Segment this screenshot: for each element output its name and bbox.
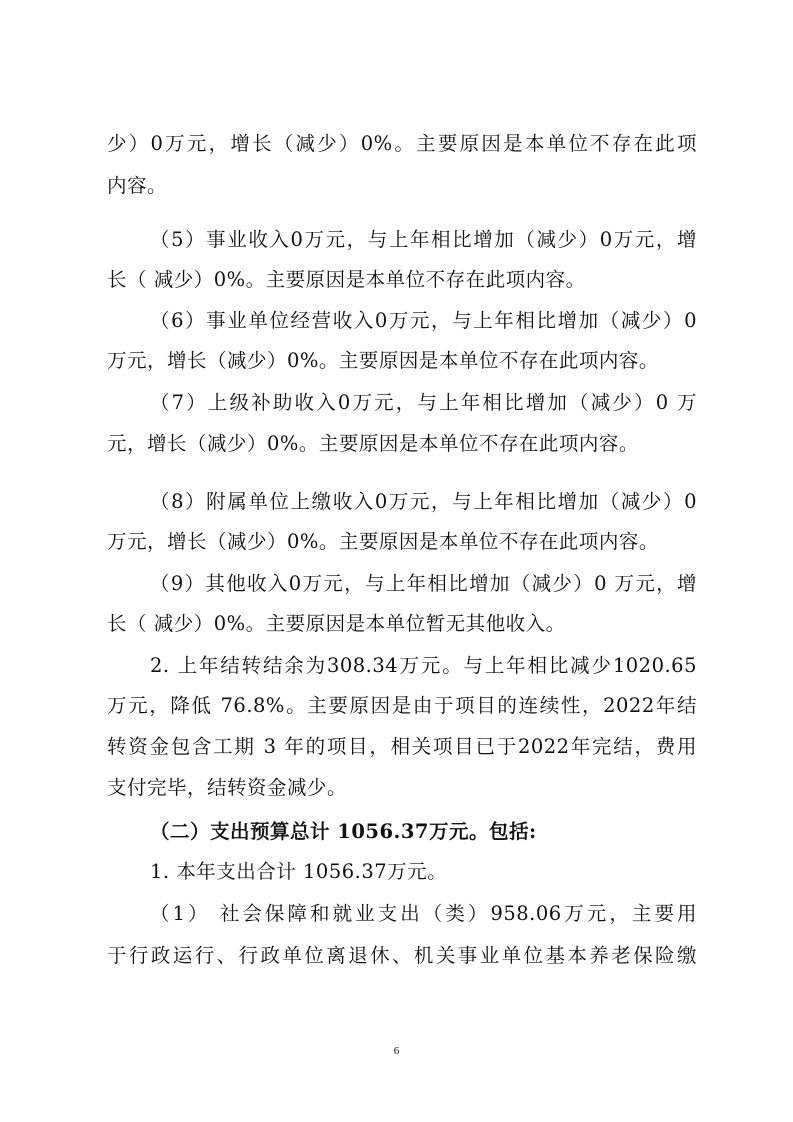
paragraph-line: （8）附属单位上缴收入0万元，与上年相比增加（减少）0 <box>150 490 697 513</box>
paragraph-line: 万元，降低 76.8%。主要原因是由于项目的连续性，2022年结 <box>107 694 697 717</box>
paragraph-line: 万元，增长（减少）0%。主要原因是本单位不存在此项内容。 <box>107 349 659 372</box>
paragraph-line: 2. 上年结转结余为308.34万元。与上年相比减少1020.65 <box>150 654 697 677</box>
paragraph-line: （9）其他收入0万元，与上年相比增加（减少）0 万元，增 <box>150 572 697 595</box>
paragraph-line: 少）0万元，增长（减少）0%。主要原因是本单位不存在此项 <box>107 132 697 155</box>
paragraph-line: 于行政运行、行政单位离退休、机关事业单位基本养老保险缴 <box>107 944 697 967</box>
page-number: 6 <box>393 1045 400 1057</box>
paragraph-line: 长（ 减少）0%。主要原因是本单位不存在此项内容。 <box>107 268 586 291</box>
paragraph-line: 内容。 <box>107 174 168 197</box>
paragraph-line: 转资金包含工期 3 年的项目，相关项目已于2022年完结，费用 <box>107 735 697 758</box>
paragraph-line: （7）上级补助收入0万元，与上年相比增加（减少）0 万 <box>150 391 697 414</box>
paragraph-line: 支付完毕，结转资金减少。 <box>107 776 348 799</box>
paragraph-line: （6）事业单位经营收入0万元，与上年相比增加（减少）0 <box>150 309 697 332</box>
paragraph-line: 长（ 减少）0%。主要原因是本单位暂无其他收入。 <box>107 612 566 635</box>
paragraph-line: （1） 社会保障和就业支出（类）958.06万元，主要用 <box>150 902 697 925</box>
paragraph-line: 万元，增长（减少）0%。主要原因是本单位不存在此项内容。 <box>107 530 659 553</box>
paragraph-line: 元，增长（减少）0%。主要原因是本单位不存在此项内容。 <box>107 432 639 455</box>
paragraph-line: （5）事业收入0万元，与上年相比增加（减少）0万元，增 <box>150 228 697 251</box>
section-heading: （二）支出预算总计 1056.37万元。包括: <box>150 820 537 843</box>
paragraph-line: 1. 本年支出合计 1056.37万元。 <box>150 860 448 883</box>
